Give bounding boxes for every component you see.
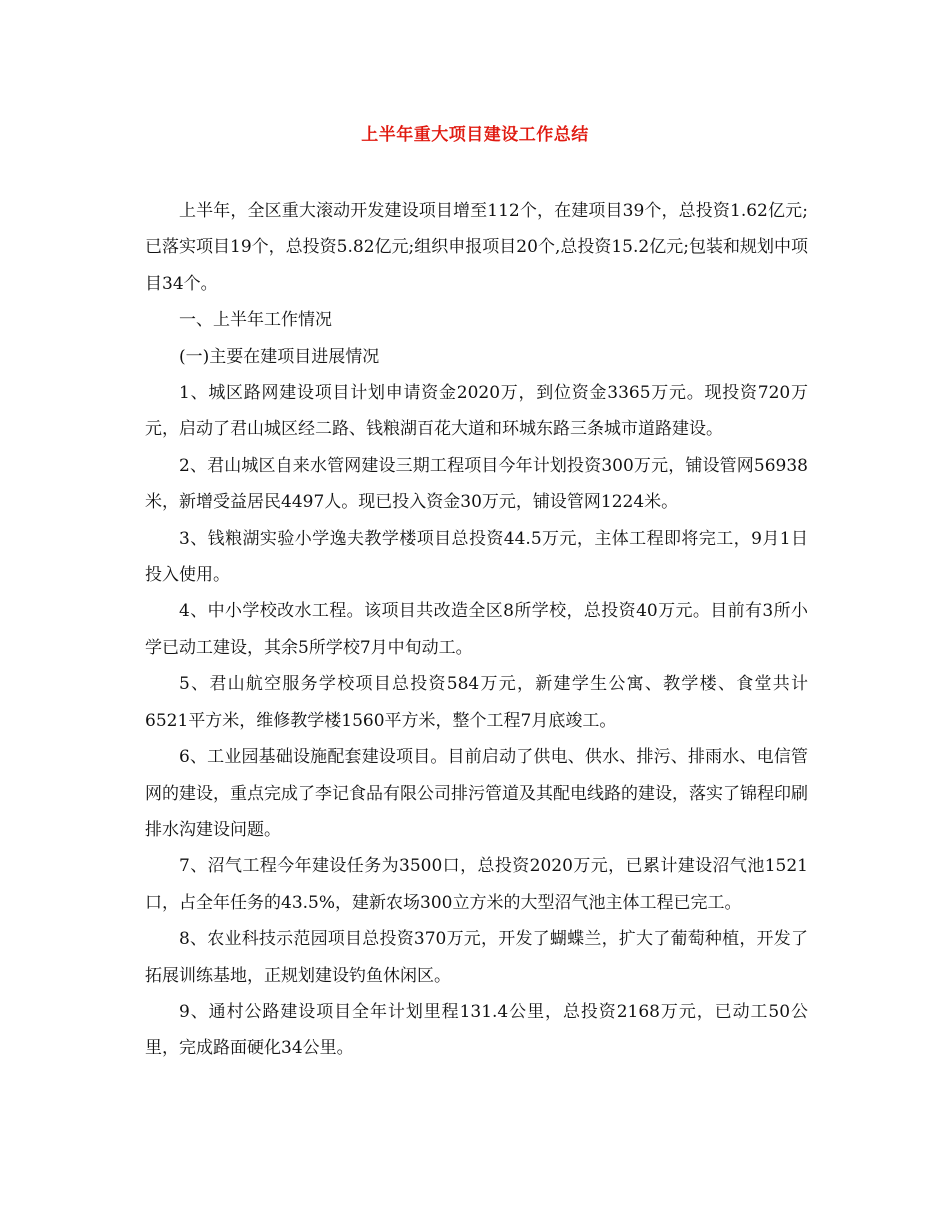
list-item-4: 4、中小学校改水工程。该项目共改造全区8所学校，总投资40万元。目前有3所小学已动工建设，其余5所学校7月中旬动工。	[145, 601, 808, 658]
document-body	[145, 193, 808, 1067]
list-item-9: 9、通村公路建设项目全年计划里程131.4公里，总投资2168万元，已动工50公里，完成路面硬化34公里。	[145, 1001, 808, 1059]
list-item-8: 8、农业科技示范园项目总投资370万元，开发了蝴蝶兰，扩大了葡萄种植，开发了拓展训练基地，正规划建设钓鱼休闲区。	[145, 929, 808, 986]
subsection-heading: (一)主要在建项目进展情况	[179, 346, 380, 367]
document-title: 上半年重大项目建设工作总结	[361, 125, 589, 145]
list-item-6: 6、工业园基础设施配套建设项目。目前启动了供电、供水、排污、排雨水、电信管网的建设，重点完成了李记食品有限公司排污管道及其配电线路的建设，落实了锦程印刷排水沟建设问题。	[145, 747, 808, 840]
list-item-5: 5、君山航空服务学校项目总投资584万元，新建学生公寓、教学楼、食堂共计6521平方米，维修教学楼1560平方米，整个工程7月底竣工。	[145, 674, 808, 731]
section-heading: 一、上半年工作情况	[179, 310, 332, 331]
list-item-1: 1、城区路网建设项目计划申请资金2020万，到位资金3365万元。现投资720万元，启动了君山城区经二路、钱粮湖百花大道和环城东路三条城市道路建设。	[145, 383, 808, 440]
list-item-3: 3、钱粮湖实验小学逸夫教学楼项目总投资44.5万元，主体工程即将完工，9月1日投入使用。	[145, 528, 808, 586]
list-item-2: 2、君山城区自来水管网建设三期工程项目今年计划投资300万元，铺设管网56938米，新增受益居民4497人。现已投入资金30万元，铺设管网1224米。	[145, 455, 808, 513]
paragraph-intro: 上半年，全区重大滚动开发建设项目增至112个，在建项目39个，总投资1.62亿元;已落实项目19个，总投资5.82亿元;组织申报项目20个,总投资15.2亿元;包装和规划中项目34个。	[145, 201, 808, 294]
list-item-7: 7、沼气工程今年建设任务为3500口，总投资2020万元，已累计建设沼气池1521口，占全年任务的43.5%，建新农场300立方米的大型沼气池主体工程已完工。	[145, 856, 808, 913]
